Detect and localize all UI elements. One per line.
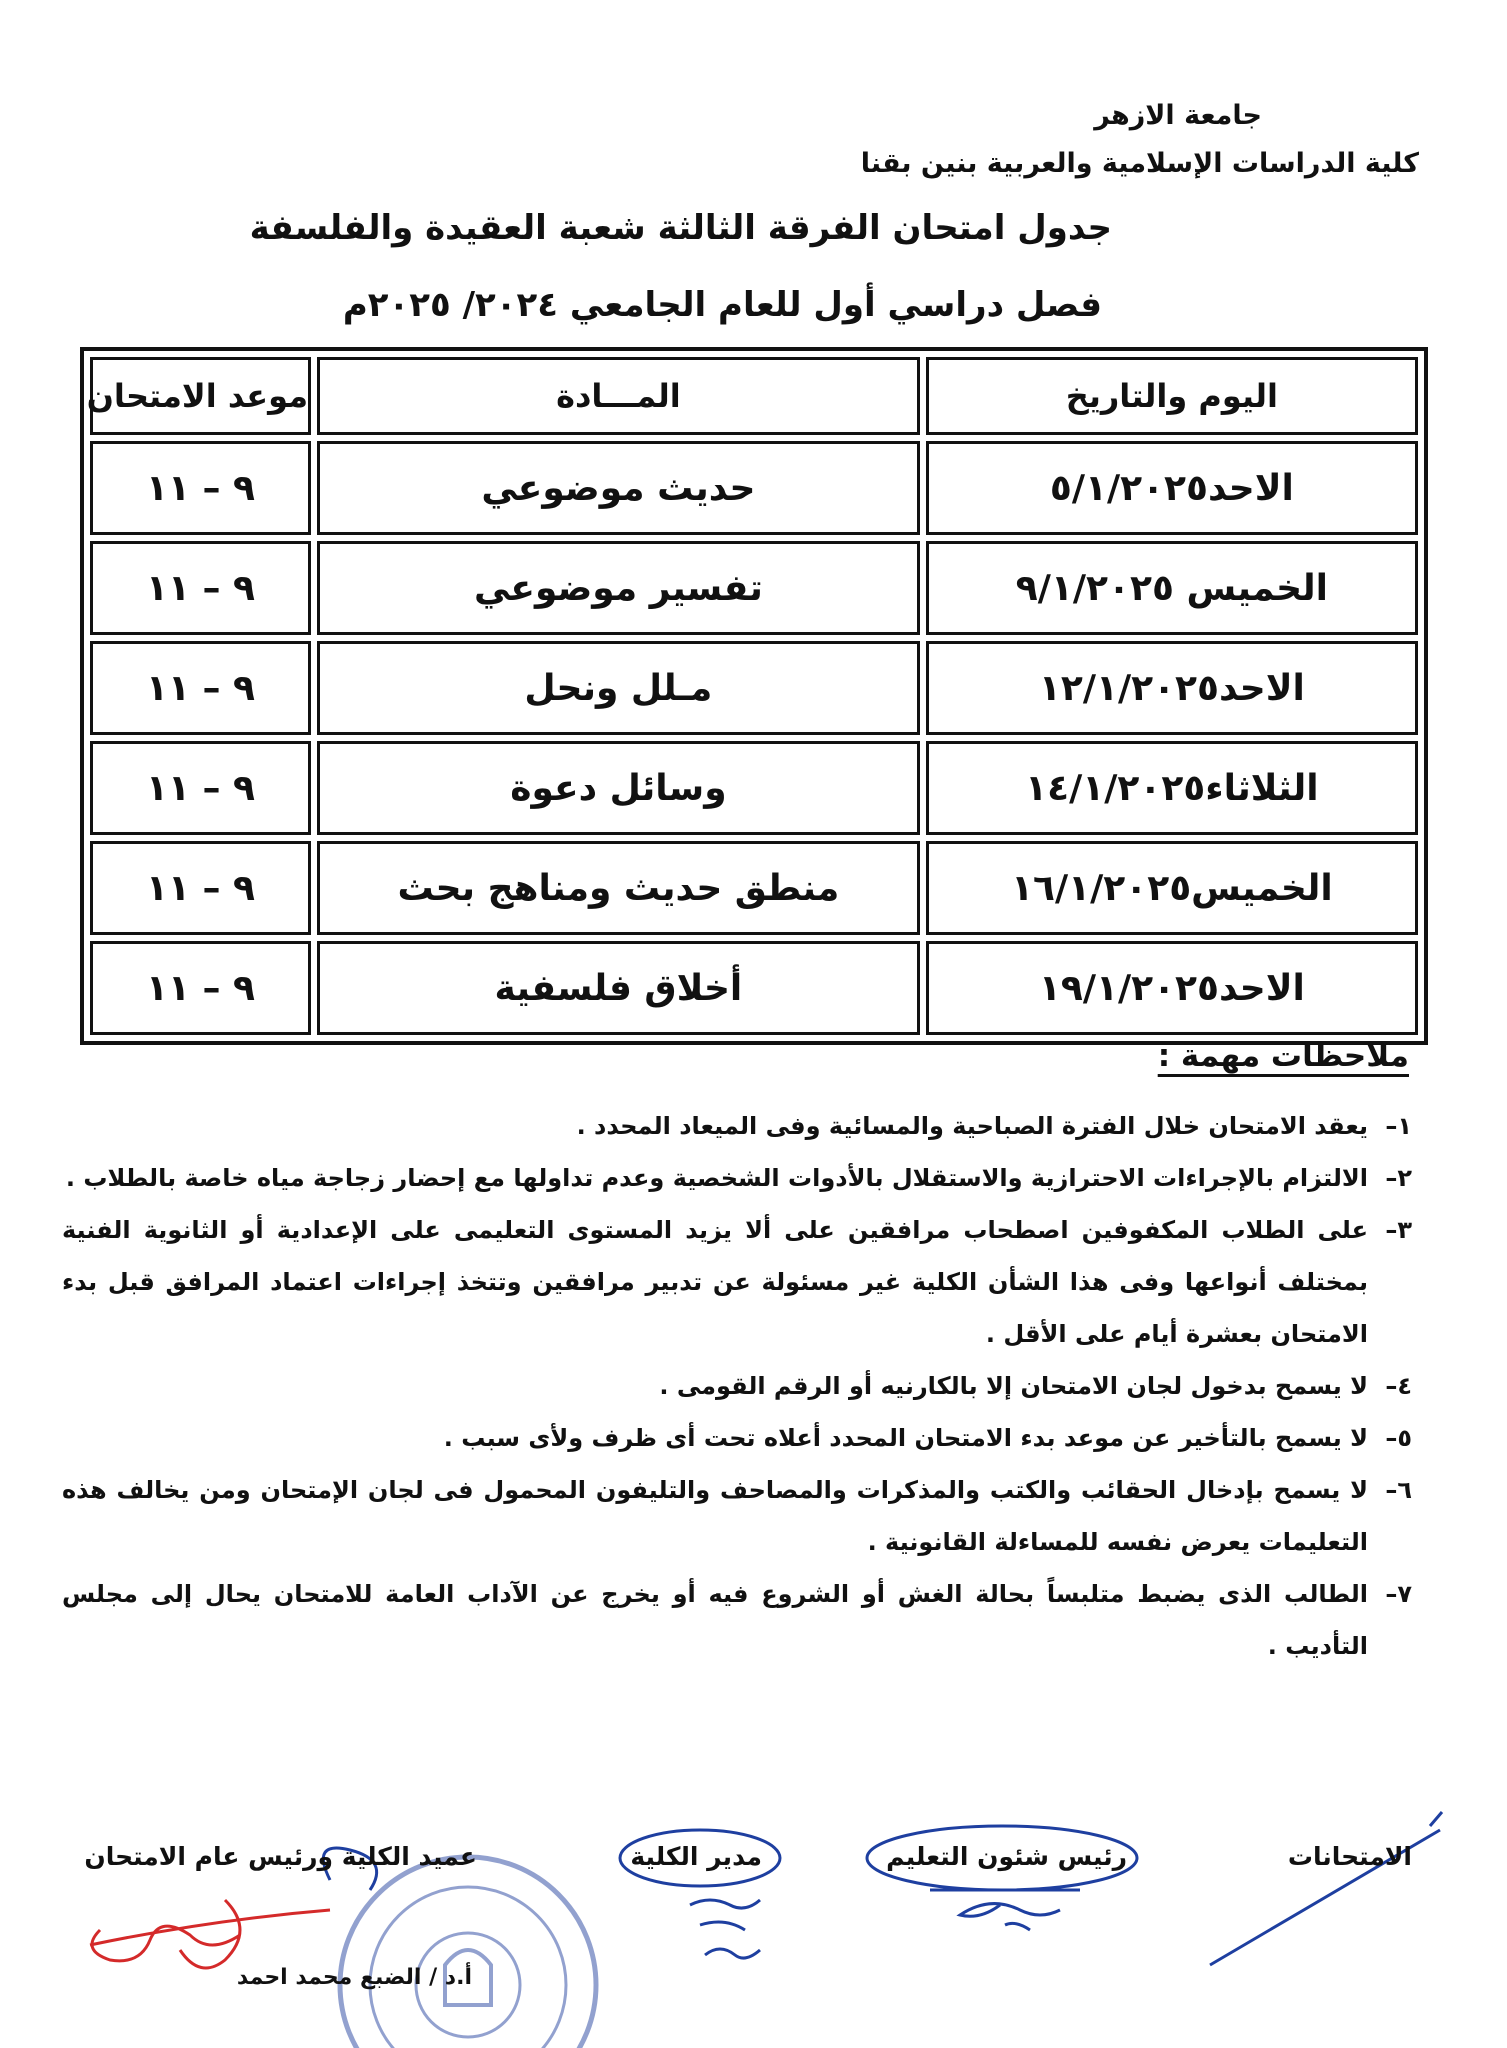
note-number: ٤–: [1385, 1372, 1412, 1400]
page-subtitle: فصل دراسي أول للعام الجامعي ٢٠٢٤/ ٢٠٢٥م: [342, 285, 1102, 325]
signature-education: رئيس شئون التعليم: [886, 1842, 1127, 1871]
note-number: ٣–: [1385, 1216, 1412, 1244]
exam-subject: وسائل دعوة: [317, 741, 920, 835]
note-number: ١–: [1385, 1112, 1412, 1140]
exam-date: الاحد١٢/١/٢٠٢٥: [926, 641, 1418, 735]
header-date: اليوم والتاريخ: [926, 357, 1418, 435]
exam-date: الاحد١٩/١/٢٠٢٥: [926, 941, 1418, 1035]
exam-subject: منطق حديث ومناهج بحث: [317, 841, 920, 935]
faculty-name: كلية الدراسات الإسلامية والعربية بنين بقنا: [860, 148, 1419, 179]
note-number: ٦–: [1385, 1476, 1412, 1504]
note-text: على الطلاب المكفوفين اصطحاب مرافقين على ألا يزيد المستوى التعليمى على الإعدادية أو الثانوية الفنية بمختلف أنواعها وفى هذا الشأن الكلية غير مسئولة عن تدبير مرافقين وتتخذ إجراءات اعتماد المرافق قبل بدء الامتحان بعشرة أيام على الأقل .: [62, 1216, 1368, 1348]
exam-subject: تفسير موضوعي: [317, 541, 920, 635]
exam-time: ٩ – ١١: [90, 541, 311, 635]
exam-time: ٩ – ١١: [90, 641, 311, 735]
note-number: ٥–: [1385, 1424, 1412, 1452]
signature-exams: الامتحانات: [1287, 1842, 1412, 1871]
exam-date: الثلاثاء١٤/١/٢٠٢٥: [926, 741, 1418, 835]
exam-time: ٩ – ١١: [90, 941, 311, 1035]
signature-director: مدير الكلية: [630, 1842, 762, 1871]
exam-time: ٩ – ١١: [90, 741, 311, 835]
dean-signature-icon: [90, 1900, 330, 1968]
note-number: ٢–: [1385, 1164, 1412, 1192]
note-text: لا يسمح بدخول لجان الامتحان إلا بالكارنيه أو الرقم القومى .: [659, 1372, 1368, 1400]
notes-title: ملاحظات مهمة :: [1157, 1038, 1409, 1074]
exam-time: ٩ – ١١: [90, 841, 311, 935]
dean-name: أ.د / الضبع محمد احمد: [236, 1965, 472, 1990]
education-signature-icon: [930, 1890, 1080, 1930]
signature-dean: عميد الكلية ورئيس عام الامتحان: [84, 1842, 477, 1871]
exam-date: الاحد٥/١/٢٠٢٥: [926, 441, 1418, 535]
official-stamp-icon: [340, 1857, 596, 2048]
header-time: موعد الامتحان: [90, 357, 311, 435]
exam-subject: مـلل ونحل: [317, 641, 920, 735]
note-number: ٧–: [1385, 1580, 1412, 1608]
exam-subject: حديث موضوعي: [317, 441, 920, 535]
exam-date: الخميس١٦/١/٢٠٢٥: [926, 841, 1418, 935]
note-text: الطالب الذى يضبط متلبساً بحالة الغش أو الشروع فيه أو يخرج عن الآداب العامة للامتحان يحال إلى مجلس التأديب .: [62, 1580, 1368, 1660]
exams-signature-icon: [1210, 1812, 1442, 1965]
university-name: جامعة الازهر: [1094, 100, 1262, 131]
exam-date: الخميس ٩/١/٢٠٢٥: [926, 541, 1418, 635]
note-text: لا يسمح بإدخال الحقائب والكتب والمذكرات والمصاحف والتليفون المحمول فى لجان الإمتحان ومن يخالف هذه التعليمات يعرض نفسه للمساءلة القانونية .: [62, 1476, 1368, 1556]
note-text: الالتزام بالإجراءات الاحترازية والاستقلال بالأدوات الشخصية وعدم تداولها مع إحضار زجاجة مياه خاصة بالطلاب .: [65, 1164, 1368, 1192]
note-text: لا يسمح بالتأخير عن موعد بدء الامتحان المحدد أعلاه تحت أى ظرف ولأى سبب .: [443, 1424, 1368, 1452]
director-signature-icon: [690, 1900, 760, 1958]
page-title: جدول امتحان الفرقة الثالثة شعبة العقيدة والفلسفة: [249, 208, 1112, 248]
exam-time: ٩ – ١١: [90, 441, 311, 535]
header-subject: المـــادة: [317, 357, 920, 435]
note-text: يعقد الامتحان خلال الفترة الصباحية والمسائية وفى الميعاد المحدد .: [576, 1112, 1368, 1140]
exam-subject: أخلاق فلسفية: [317, 941, 920, 1035]
